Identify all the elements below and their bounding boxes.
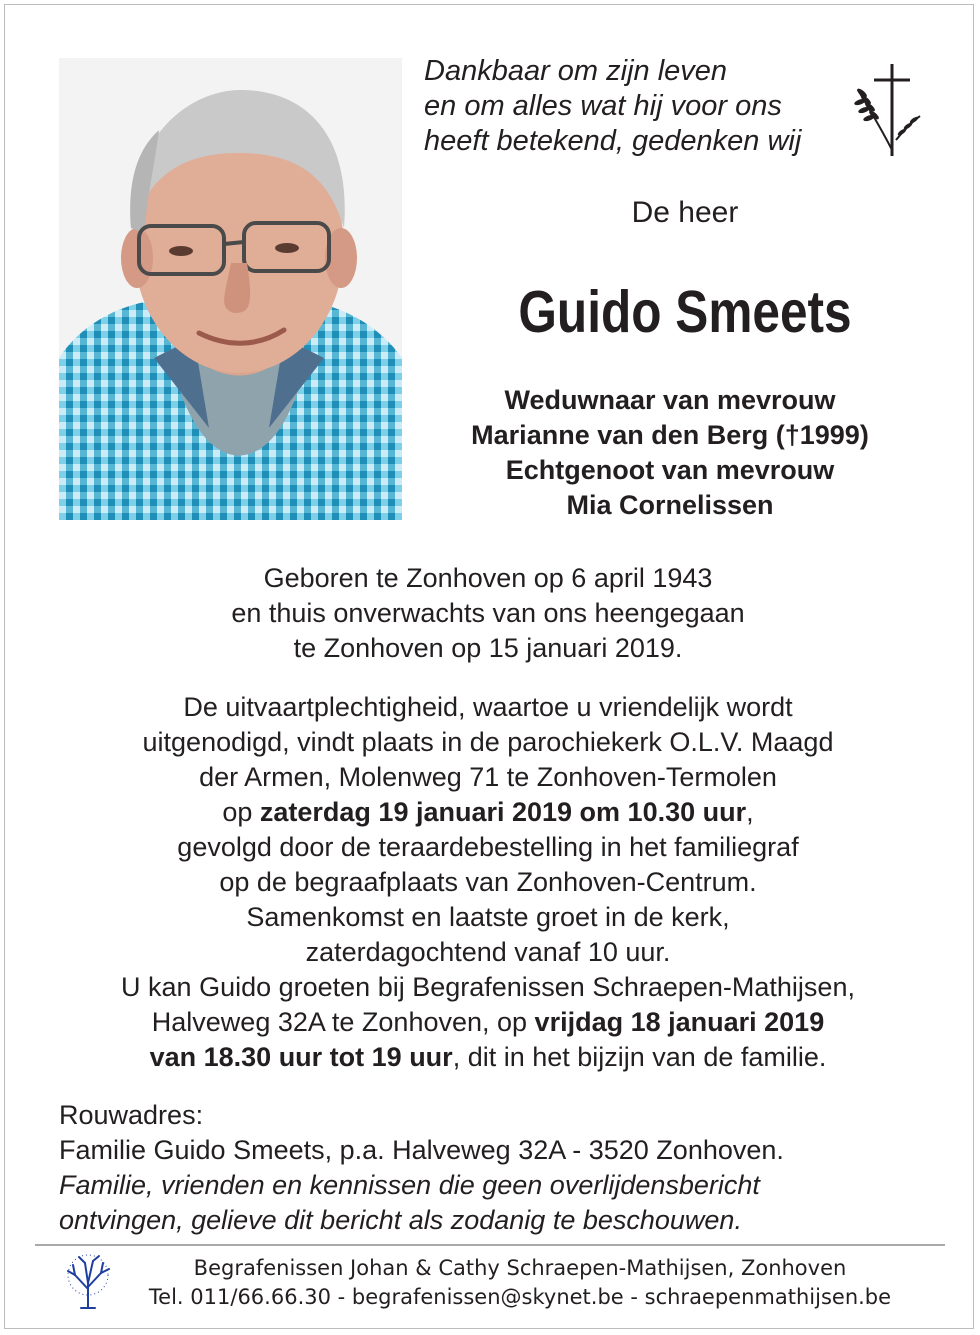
ceremony-line: De uitvaartplechtigheid, waartoe u vriendelijk wordt — [183, 692, 793, 722]
portrait-photo — [59, 58, 402, 520]
ceremony-line — [40, 795, 936, 830]
spouse-block — [420, 383, 920, 523]
intro-verse — [424, 54, 844, 159]
ceremony-text: , — [746, 797, 754, 827]
ceremony-line: U kan Guido groeten bij Begrafenissen Schraepen-Mathijsen, — [121, 972, 855, 1002]
ceremony-line: der Armen, Molenweg 71 te Zonhoven-Termolen — [199, 762, 777, 792]
salutation: De heer — [631, 196, 739, 229]
visitation-date: vrijdag 18 januari 2019 — [534, 1007, 825, 1037]
ceremony-line: gevolgd door de teraardebestelling in het familiegraf — [177, 832, 799, 862]
ceremony-line: zaterdagochtend vanaf 10 uur. — [305, 937, 671, 967]
address-note: ontvingen, gelieve dit bericht als zodanig te beschouwen. — [59, 1205, 742, 1235]
spouse-line: Echtgenoot van mevrouw — [505, 455, 835, 485]
tree-logo-icon — [63, 1253, 113, 1311]
mourning-address-block — [59, 1098, 949, 1238]
born-line: Geboren te Zonhoven op 6 april 1943 — [263, 563, 713, 593]
intro-line: Dankbaar om zijn leven — [424, 55, 728, 87]
born-line: te Zonhoven op 15 januari 2019. — [293, 633, 683, 663]
address-line: Familie Guido Smeets, p.a. Halveweg 32A - 3520 Zonhoven. — [59, 1135, 784, 1165]
funeral-home-footer — [120, 1254, 920, 1312]
born-line: en thuis onverwachts van ons heengegaan — [231, 598, 745, 628]
ceremony-text: op — [222, 797, 260, 827]
spouse-line: Weduwnaar van mevrouw — [504, 385, 836, 415]
birth-death-block — [60, 561, 916, 666]
spouse-line: Mia Cornelissen — [566, 490, 774, 520]
visitation-time: van 18.30 uur tot 19 uur — [149, 1042, 453, 1072]
ceremony-text: Halveweg 32A te Zonhoven, op — [151, 1007, 535, 1037]
ceremony-line — [40, 1005, 936, 1040]
ceremony-line: op de begraafplaats van Zonhoven-Centrum. — [219, 867, 757, 897]
spouse-line: Marianne van den Berg (†1999) — [471, 420, 869, 450]
funeral-datetime: zaterdag 19 januari 2019 om 10.30 uur — [259, 797, 747, 827]
cross-with-wheat-icon — [852, 60, 932, 160]
ceremony-line — [40, 1040, 936, 1075]
portrait-illustration — [59, 58, 402, 520]
intro-line: heeft betekend, gedenken wij — [424, 125, 802, 157]
ceremony-text: , dit in het bijzijn van de familie. — [452, 1042, 827, 1072]
address-note: Familie, vrienden en kennissen die geen overlijdensbericht — [59, 1170, 760, 1200]
footer-contact: Tel. 011/66.66.30 - begrafenissen@skynet.be - schraepenmathijsen.be — [148, 1285, 892, 1309]
ceremony-block — [40, 690, 936, 1075]
deceased-name: Guido Smeets — [518, 279, 852, 345]
footer-company: Begrafenissen Johan & Cathy Schraepen-Mathijsen, Zonhoven — [193, 1256, 847, 1280]
footer-divider — [35, 1244, 945, 1246]
intro-line: en om alles wat hij voor ons — [424, 90, 782, 122]
address-label: Rouwadres: — [59, 1100, 204, 1130]
ceremony-line: uitgenodigd, vindt plaats in de parochiekerk O.L.V. Maagd — [142, 727, 834, 757]
ceremony-line: Samenkomst en laatste groet in de kerk, — [246, 902, 730, 932]
